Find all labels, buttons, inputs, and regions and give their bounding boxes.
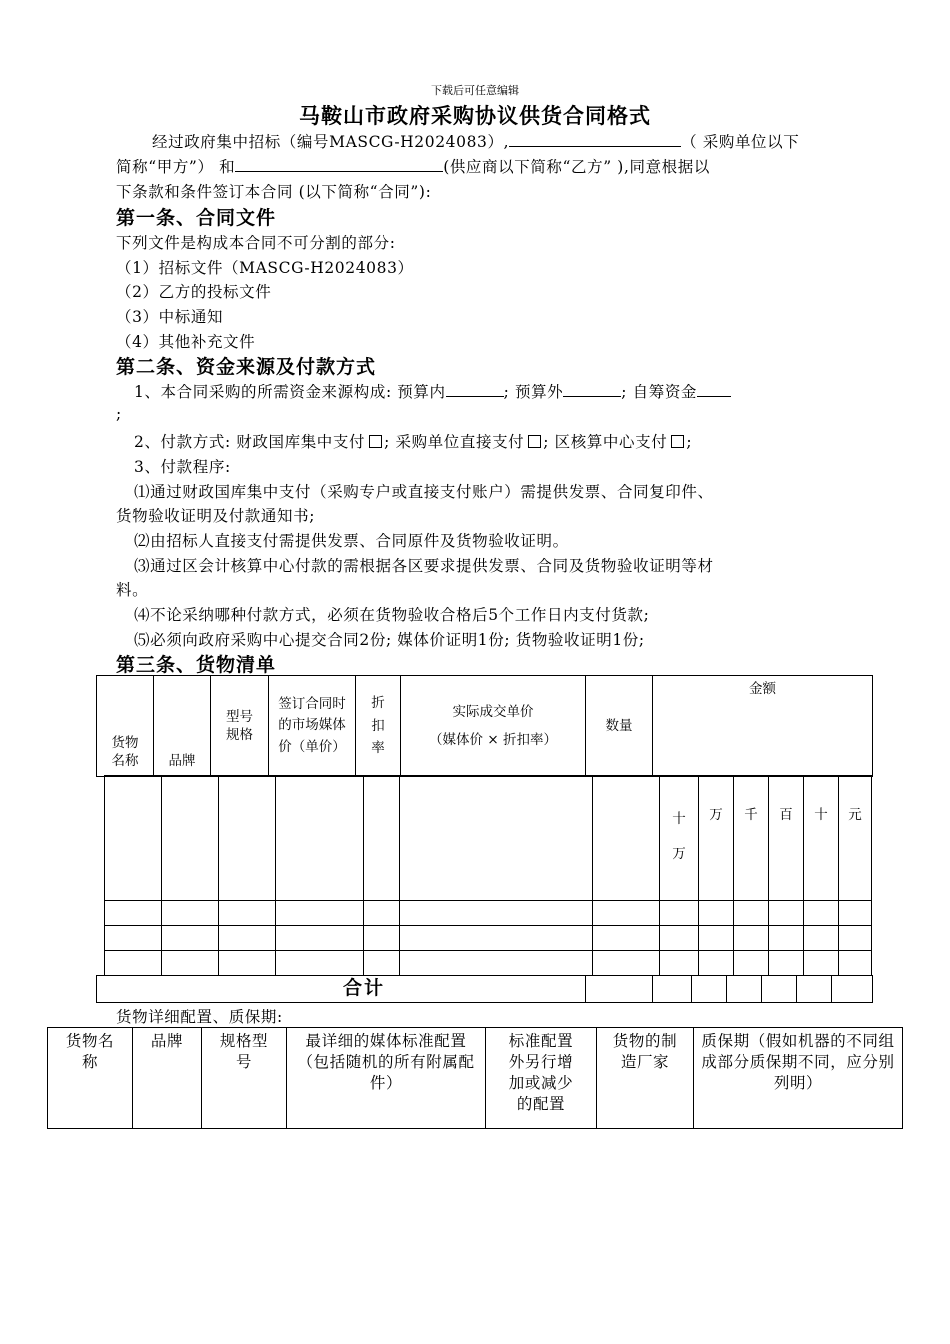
table-cell[interactable] [804, 926, 839, 951]
table-cell[interactable] [276, 926, 364, 951]
detail-config-label: 货物详细配置、质保期: [116, 1008, 283, 1026]
table-cell[interactable] [769, 951, 804, 976]
total-digit-cell[interactable] [727, 976, 762, 1003]
table-cell[interactable] [769, 901, 804, 926]
actual-price-formula: （媒体价 × 折扣率） [429, 732, 557, 748]
self-funding-blank [697, 381, 731, 397]
table-cell[interactable] [276, 776, 364, 901]
payment-method-line [134, 430, 692, 452]
section1-heading: 第一条、合同文件 [116, 207, 277, 229]
detail-config-table [47, 1027, 903, 1129]
table-cell[interactable] [400, 951, 593, 976]
digit-header: 万 [699, 776, 734, 901]
download-note: 下载后可任意编辑 [431, 84, 519, 97]
total-digit-cell[interactable] [832, 976, 873, 1003]
goods-table-header [96, 675, 873, 777]
table-cell[interactable] [400, 901, 593, 926]
document-title: 马鞍山市政府采购协议供货合同格式 [299, 103, 651, 128]
digit-header: 百 [769, 776, 804, 901]
table-cell[interactable] [162, 776, 219, 901]
procedure-item-1: ⑴通过财政国库集中支付（采购专户或直接支付账户）需提供发票、合同复印件、 [134, 483, 714, 501]
center-payment-checkbox[interactable] [671, 435, 684, 448]
table-cell[interactable] [699, 951, 734, 976]
table-row [105, 901, 872, 926]
total-digit-cell[interactable] [653, 976, 692, 1003]
table-cell[interactable] [734, 901, 769, 926]
table-cell[interactable] [364, 951, 400, 976]
col-discount: 折扣率 [356, 676, 401, 777]
procedure-item-1-cont: 货物验收证明及付款通知书; [116, 507, 316, 525]
intro-line-1a: 经过政府集中招标（编号MASCG-H2024083）, [152, 133, 510, 151]
payment-method-text: 2、付款方式: 财政国库集中支付 [134, 433, 366, 451]
table-cell[interactable] [734, 926, 769, 951]
section1-item: （1）招标文件（MASCG-H2024083） [116, 259, 414, 277]
table-cell[interactable] [593, 901, 660, 926]
col-manufacturer: 货物的制造厂家 [597, 1028, 694, 1129]
table-cell[interactable] [699, 926, 734, 951]
col-warranty: 质保期（假如机器的不同组成部分质保期不同，应分别列明） [694, 1028, 903, 1129]
col-brand: 品牌 [133, 1028, 202, 1129]
col-amount: 金额 [653, 676, 873, 777]
intro-line-2 [116, 155, 710, 177]
table-cell[interactable] [276, 951, 364, 976]
procedure-item-3: ⑶通过区会计核算中心付款的需根据各区要求提供发票、合同及货物验收证明等材 [134, 557, 714, 575]
col-actual-price [401, 676, 586, 777]
budget-outside-blank [563, 381, 621, 397]
table-cell[interactable] [219, 776, 276, 901]
procedure-item-5: ⑸必须向政府采购中心提交合同2份; 媒体价证明1份; 货物验收证明1份; [134, 631, 645, 649]
table-cell[interactable] [769, 926, 804, 951]
payment-procedure-label: 3、付款程序: [134, 458, 231, 476]
procedure-item-3-cont: 料。 [116, 581, 149, 599]
section1-item: （2）乙方的投标文件 [116, 283, 272, 301]
table-cell[interactable] [400, 926, 593, 951]
col-goods-name: 货物名称 [48, 1028, 133, 1129]
table-cell[interactable] [219, 951, 276, 976]
digit-header: 十 [804, 776, 839, 901]
intro-line-2b: (供应商以下简称“乙方” ),同意根据以 [443, 158, 710, 176]
table-cell[interactable] [839, 926, 872, 951]
table-cell[interactable] [219, 901, 276, 926]
table-cell[interactable] [734, 951, 769, 976]
table-cell[interactable] [699, 901, 734, 926]
table-cell[interactable] [105, 926, 162, 951]
col-standard-config: 最详细的媒体标准配置（包括随机的所有附属配件） [287, 1028, 486, 1129]
total-quantity-cell[interactable] [586, 976, 653, 1003]
total-label: 合计 [97, 976, 586, 1003]
treasury-payment-checkbox[interactable] [369, 435, 382, 448]
table-cell[interactable] [593, 951, 660, 976]
table-cell[interactable] [276, 901, 364, 926]
col-spec-model: 规格型号 [202, 1028, 287, 1129]
payment-method-direct: ; 采购单位直接支付 [384, 433, 525, 451]
digit-header: 十万 [660, 776, 699, 901]
col-goods-name: 货物名称 [97, 676, 154, 777]
section1-lead: 下列文件是构成本合同不可分割的部分: [116, 234, 396, 252]
payment-method-end: ; [686, 433, 693, 451]
actual-price-label: 实际成交单价 [452, 703, 534, 720]
section1-item: （3）中标通知 [116, 308, 224, 326]
table-cell[interactable] [660, 901, 699, 926]
table-cell[interactable] [105, 901, 162, 926]
table-cell[interactable] [593, 926, 660, 951]
table-cell[interactable] [839, 951, 872, 976]
digit-header: 千 [734, 776, 769, 901]
intro-line-1b: （ 采购单位以下 [681, 133, 800, 151]
table-row [105, 951, 872, 976]
funding-source-text: 1、本合同采购的所需资金来源构成: 预算内 [134, 383, 446, 401]
purchaser-blank [509, 131, 681, 147]
supplier-blank [235, 156, 443, 172]
digit-header: 元 [839, 776, 872, 901]
table-cell[interactable] [839, 901, 872, 926]
table-cell[interactable] [364, 901, 400, 926]
table-cell[interactable] [660, 951, 699, 976]
funding-source-self: ; 自筹资金 [621, 383, 698, 401]
table-cell[interactable] [219, 926, 276, 951]
budget-inside-blank [446, 381, 504, 397]
intro-line-3: 下条款和条件签订本合同 (以下简称“合同”): [116, 183, 432, 201]
table-cell[interactable] [105, 776, 162, 901]
section3-heading: 第三条、货物清单 [116, 654, 277, 676]
table-cell[interactable] [593, 776, 660, 901]
col-market-price: 签订合同时的市场媒体价（单价） [269, 676, 356, 777]
procedure-item-2: ⑵由招标人直接支付需提供发票、合同原件及货物验收证明。 [134, 532, 569, 550]
total-digit-cell[interactable] [692, 976, 727, 1003]
table-cell[interactable] [804, 951, 839, 976]
col-model: 型号规格 [211, 676, 269, 777]
table-row [105, 926, 872, 951]
table-cell[interactable] [105, 951, 162, 976]
funding-source-outside: ; 预算外 [503, 383, 564, 401]
funding-source-line [134, 380, 731, 402]
intro-line-1 [152, 130, 799, 152]
table-cell[interactable] [364, 776, 400, 901]
procedure-item-4: ⑷不论采纳哪种付款方式，必须在货物验收合格后5个工作日内支付货款; [134, 606, 650, 624]
intro-line-2a: 简称“甲方”） 和 [116, 158, 236, 176]
table-cell[interactable] [804, 901, 839, 926]
table-cell[interactable] [364, 926, 400, 951]
section2-heading: 第二条、资金来源及付款方式 [116, 356, 377, 378]
col-extra-config: 标准配置外另行增加或减少的配置 [486, 1028, 597, 1129]
table-cell[interactable] [162, 951, 219, 976]
table-cell[interactable] [660, 926, 699, 951]
funding-source-end: ; [116, 405, 122, 423]
table-cell[interactable] [400, 776, 593, 901]
direct-payment-checkbox[interactable] [528, 435, 541, 448]
goods-table-body [104, 775, 872, 976]
table-cell[interactable] [162, 901, 219, 926]
table-cell[interactable] [162, 926, 219, 951]
col-brand: 品牌 [154, 676, 211, 777]
total-digit-cell[interactable] [762, 976, 797, 1003]
col-quantity: 数量 [586, 676, 653, 777]
payment-method-center: ; 区核算中心支付 [543, 433, 668, 451]
goods-table-total [96, 975, 873, 1003]
total-digit-cell[interactable] [797, 976, 832, 1003]
section1-item: （4）其他补充文件 [116, 333, 256, 351]
